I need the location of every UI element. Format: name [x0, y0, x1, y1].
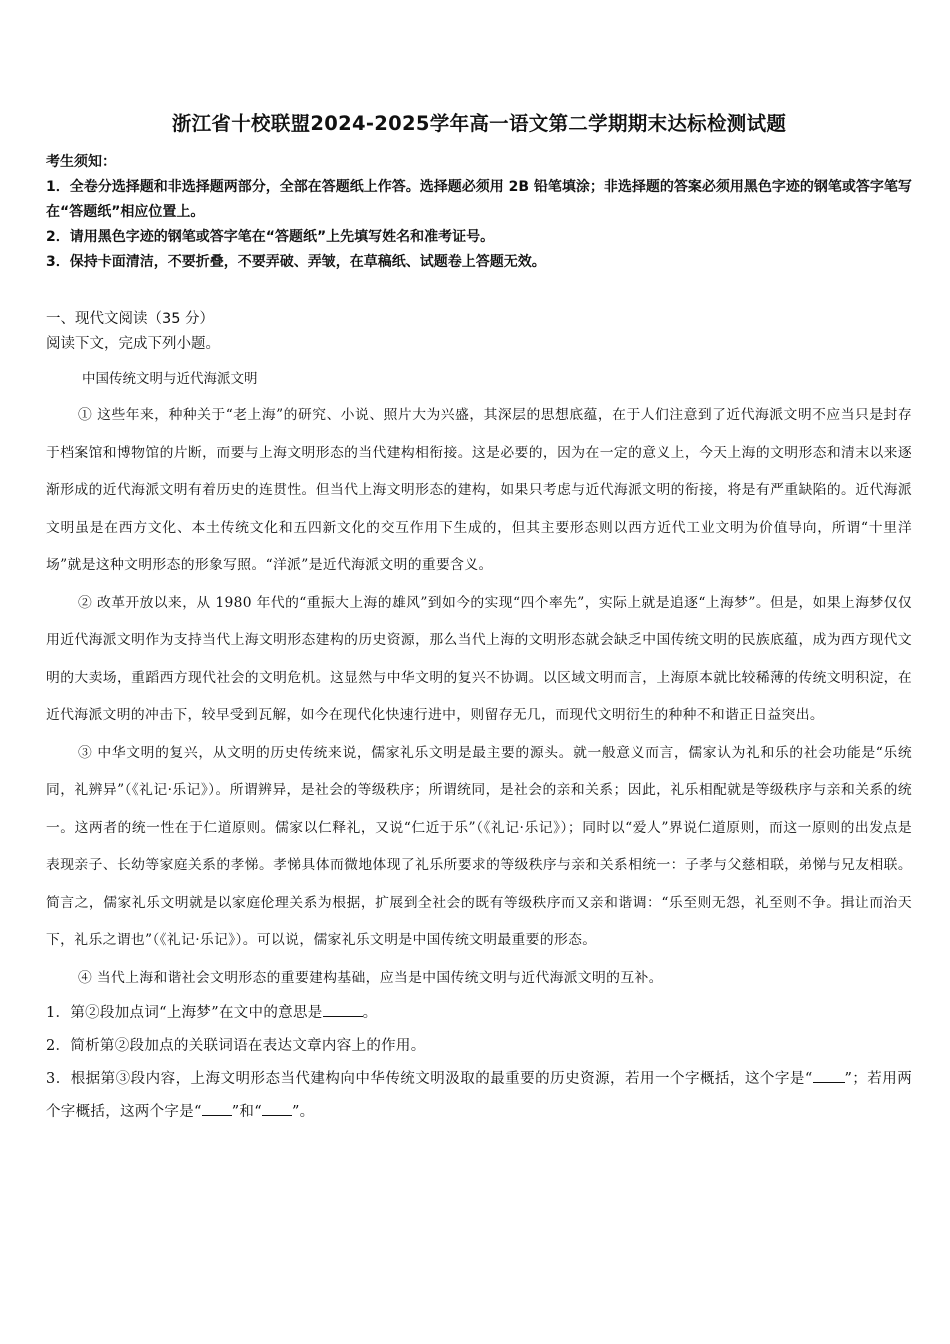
article-title: 中国传统文明与近代海派文明: [82, 371, 258, 387]
question-1: [46, 997, 912, 1030]
question-1-end: 。: [362, 1005, 378, 1021]
section-heading: 一、现代文阅读（35 分）: [46, 311, 215, 327]
document-page: [46, 108, 912, 1129]
question-3: [46, 1063, 912, 1129]
page-title: 浙江省十校联盟2024-2025学年高一语文第二学期期末达标检测试题: [171, 112, 787, 135]
question-3-text-4: ”。: [291, 1104, 315, 1120]
article-paragraph-4: ④ 当代上海和谐社会文明形态的重要建构基础，应当是中国传统文明与近代海派文明的互补。: [78, 969, 663, 986]
answer-blank[interactable]: [262, 1100, 292, 1116]
question-2: 2．简析第②段加点的关联词语在表达文章内容上的作用。: [46, 1038, 426, 1054]
answer-blank[interactable]: [323, 1001, 363, 1017]
question-3-text-2: ”；若用两个字概括，这两个字是“: [46, 1071, 912, 1120]
candidate-notice: [46, 150, 912, 275]
section-instruction: 阅读下文，完成下列小题。: [46, 336, 220, 352]
notice-item: 3．保持卡面清洁，不要折叠，不要弄破、弄皱，在草稿纸、试题卷上答题无效。: [46, 254, 546, 270]
question-1-text: 1．第②段加点词“上海梦”在文中的意思是: [46, 1005, 323, 1021]
notice-item: 1．全卷分选择题和非选择题两部分，全部在答题纸上作答。选择题必须用 2B 铅笔填涂；非选择题的答案必须用黑色字迹的钢笔或答字笔写在“答题纸”相应位置上。: [46, 179, 912, 220]
answer-blank[interactable]: [813, 1067, 845, 1083]
notice-item: 2．请用黑色字迹的钢笔或答字笔在“答题纸”上先填写姓名和准考证号。: [46, 229, 495, 245]
answer-blank[interactable]: [202, 1100, 232, 1116]
question-3-text-3: ”和“: [231, 1104, 262, 1120]
article-paragraph-1: ① 这些年来，种种关于“老上海”的研究、小说、照片大为兴盛，其深层的思想底蕴，在于人们注意到了近代海派文明不应当只是封存于档案馆和博物馆的片断，而要与上海文明形态的当代建构相衔接。这是必要的，因为在一定的意义上，今天上海的文明形态和清末以来逐渐形成的近代海派文明有着历史的连贯性。但当代上海文明形态的建构，如果只考虑与近代海派文明的衔接，将是有严重缺陷的。近代海派文明虽是在西方文化、本土传统文化和五四新文化的交互作用下生成的，但其主要形态则以西方近代工业文明为价值导向，所谓“十里洋场”就是这种文明形态的形象写照。“洋派”是近代海派文明的重要含义。: [46, 407, 912, 573]
question-3-text: 3．根据第③段内容，上海文明形态当代建构向中华传统文明汲取的最重要的历史资源，若用一个字概括，这个字是“: [46, 1071, 813, 1087]
article-paragraph-3: ③ 中华文明的复兴，从文明的历史传统来说，儒家礼乐文明是最主要的源头。就一般意义而言，儒家认为礼和乐的社会功能是“乐统同，礼辨异”（《礼记·乐记》）。所谓辨异，是社会的等级秩序；所谓统同，是社会的亲和关系；因此，礼乐相配就是等级秩序与亲和关系的统一。这两者的统一性在于仁道原则。儒家以仁释礼，又说“仁近于乐”（《礼记·乐记》）；同时以“爱人”界说仁道原则，而这一原则的出发点是表现亲子、长幼等家庭关系的孝悌。孝悌具体而微地体现了礼乐所要求的等级秩序与亲和关系相统一：子孝与父慈相联，弟悌与兄友相联。简言之，儒家礼乐文明就是以家庭伦理关系为根据，扩展到全社会的既有等级秩序而又亲和谐调：“乐至则无怨，礼至则不争。揖让而治天下，礼乐之谓也”（《礼记·乐记》）。可以说，儒家礼乐文明是中国传统文明最重要的形态。: [46, 744, 912, 948]
article-paragraph-2: ② 改革开放以来，从 1980 年代的“重振大上海的雄风”到如今的实现“四个率先”，实际上就是追逐“上海梦”。但是，如果上海梦仅仅用近代海派文明作为支持当代上海文明形态建构的历史资源，那么当代上海的文明形态就会缺乏中国传统文明的民族底蕴，成为西方现代文明的大卖场，重蹈西方现代社会的文明危机。这显然与中华文明的复兴不协调。以区域文明而言，上海原本就比较稀薄的传统文明积淀，在近代海派文明的冲击下，较早受到瓦解，如今在现代化快速行进中，则留存无几，而现代文明衍生的种种不和谐正日益突出。: [46, 594, 912, 723]
notice-heading: 考生须知：: [46, 154, 116, 170]
